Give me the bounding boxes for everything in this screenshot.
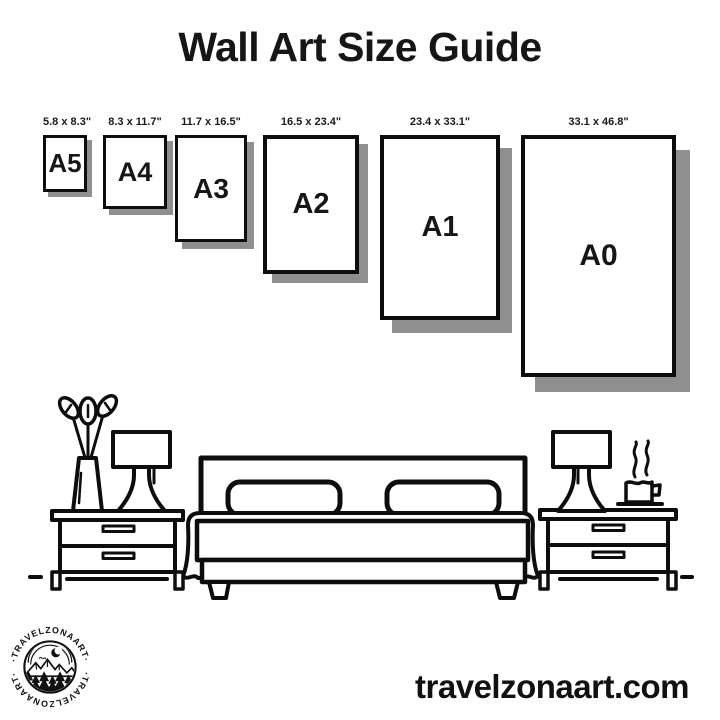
bed-pillow-right — [387, 482, 499, 515]
size-box-a4 — [103, 135, 167, 209]
website-url: travelzonaart.com — [415, 668, 689, 705]
nightstand-leg — [175, 572, 183, 589]
logo-arc-text-top: ·TRAVELZONAART· — [8, 625, 92, 663]
vase — [73, 458, 102, 511]
size-dims-a1: 23.4 x 33.1" — [409, 116, 471, 128]
nightstand-leg — [540, 572, 548, 589]
size-label-a4: A4 — [117, 156, 153, 187]
bed-mattress-band — [197, 521, 528, 560]
size-label-a1: A1 — [421, 211, 459, 243]
cup-body — [626, 482, 652, 502]
steam-icon — [634, 442, 637, 477]
bed-base — [202, 560, 525, 582]
table-lamp-left — [113, 432, 170, 511]
bedroom-illustration — [25, 385, 695, 600]
size-dims-a5: 5.8 x 8.3" — [43, 116, 92, 128]
lamp-shade — [113, 432, 170, 467]
size-label-a2: A2 — [292, 188, 330, 220]
size-dims-a2: 16.5 x 23.4" — [280, 116, 342, 128]
lamp-shade — [553, 432, 610, 467]
coffee-cup — [618, 441, 662, 504]
logo-arc-text-bottom: ·TRAVELZONAART· — [8, 671, 92, 709]
bed-leg-right — [496, 582, 518, 598]
size-box-a2 — [263, 135, 359, 274]
lamp-base — [118, 467, 165, 511]
size-frame-a4 — [103, 116, 167, 209]
nightstand-right — [540, 510, 676, 589]
size-label-a0: A0 — [579, 239, 618, 272]
size-box-a0 — [521, 135, 676, 377]
size-dims-a3: 11.7 x 16.5" — [181, 116, 241, 128]
size-dims-a4: 8.3 x 11.7" — [108, 116, 162, 128]
moon-icon — [55, 647, 63, 655]
size-frame-a0 — [521, 116, 676, 377]
size-frame-a1 — [380, 116, 500, 320]
steam-icon — [646, 441, 649, 475]
plant-vase — [56, 392, 120, 511]
bed-pillow-left — [228, 482, 340, 515]
nightstand-leg — [668, 572, 676, 589]
size-frame-a3 — [175, 116, 247, 242]
size-box-a5 — [43, 135, 87, 192]
size-label-a5: A5 — [48, 148, 82, 178]
double-bed — [183, 458, 538, 598]
page-title: Wall Art Size Guide — [178, 24, 542, 70]
lamp-base — [558, 467, 605, 511]
size-box-a3 — [175, 135, 247, 242]
nightstand-left — [52, 511, 183, 589]
table-lamp-right — [553, 432, 610, 511]
size-label-a3: A3 — [193, 172, 229, 204]
size-frame-a2 — [263, 116, 359, 274]
bed-leg-left — [209, 582, 229, 598]
logo-badge — [8, 625, 92, 709]
size-frame-a5 — [43, 116, 92, 192]
size-box-a1 — [380, 135, 500, 320]
nightstand-leg — [52, 572, 60, 589]
size-dims-a0: 33.1 x 46.8" — [568, 116, 629, 128]
